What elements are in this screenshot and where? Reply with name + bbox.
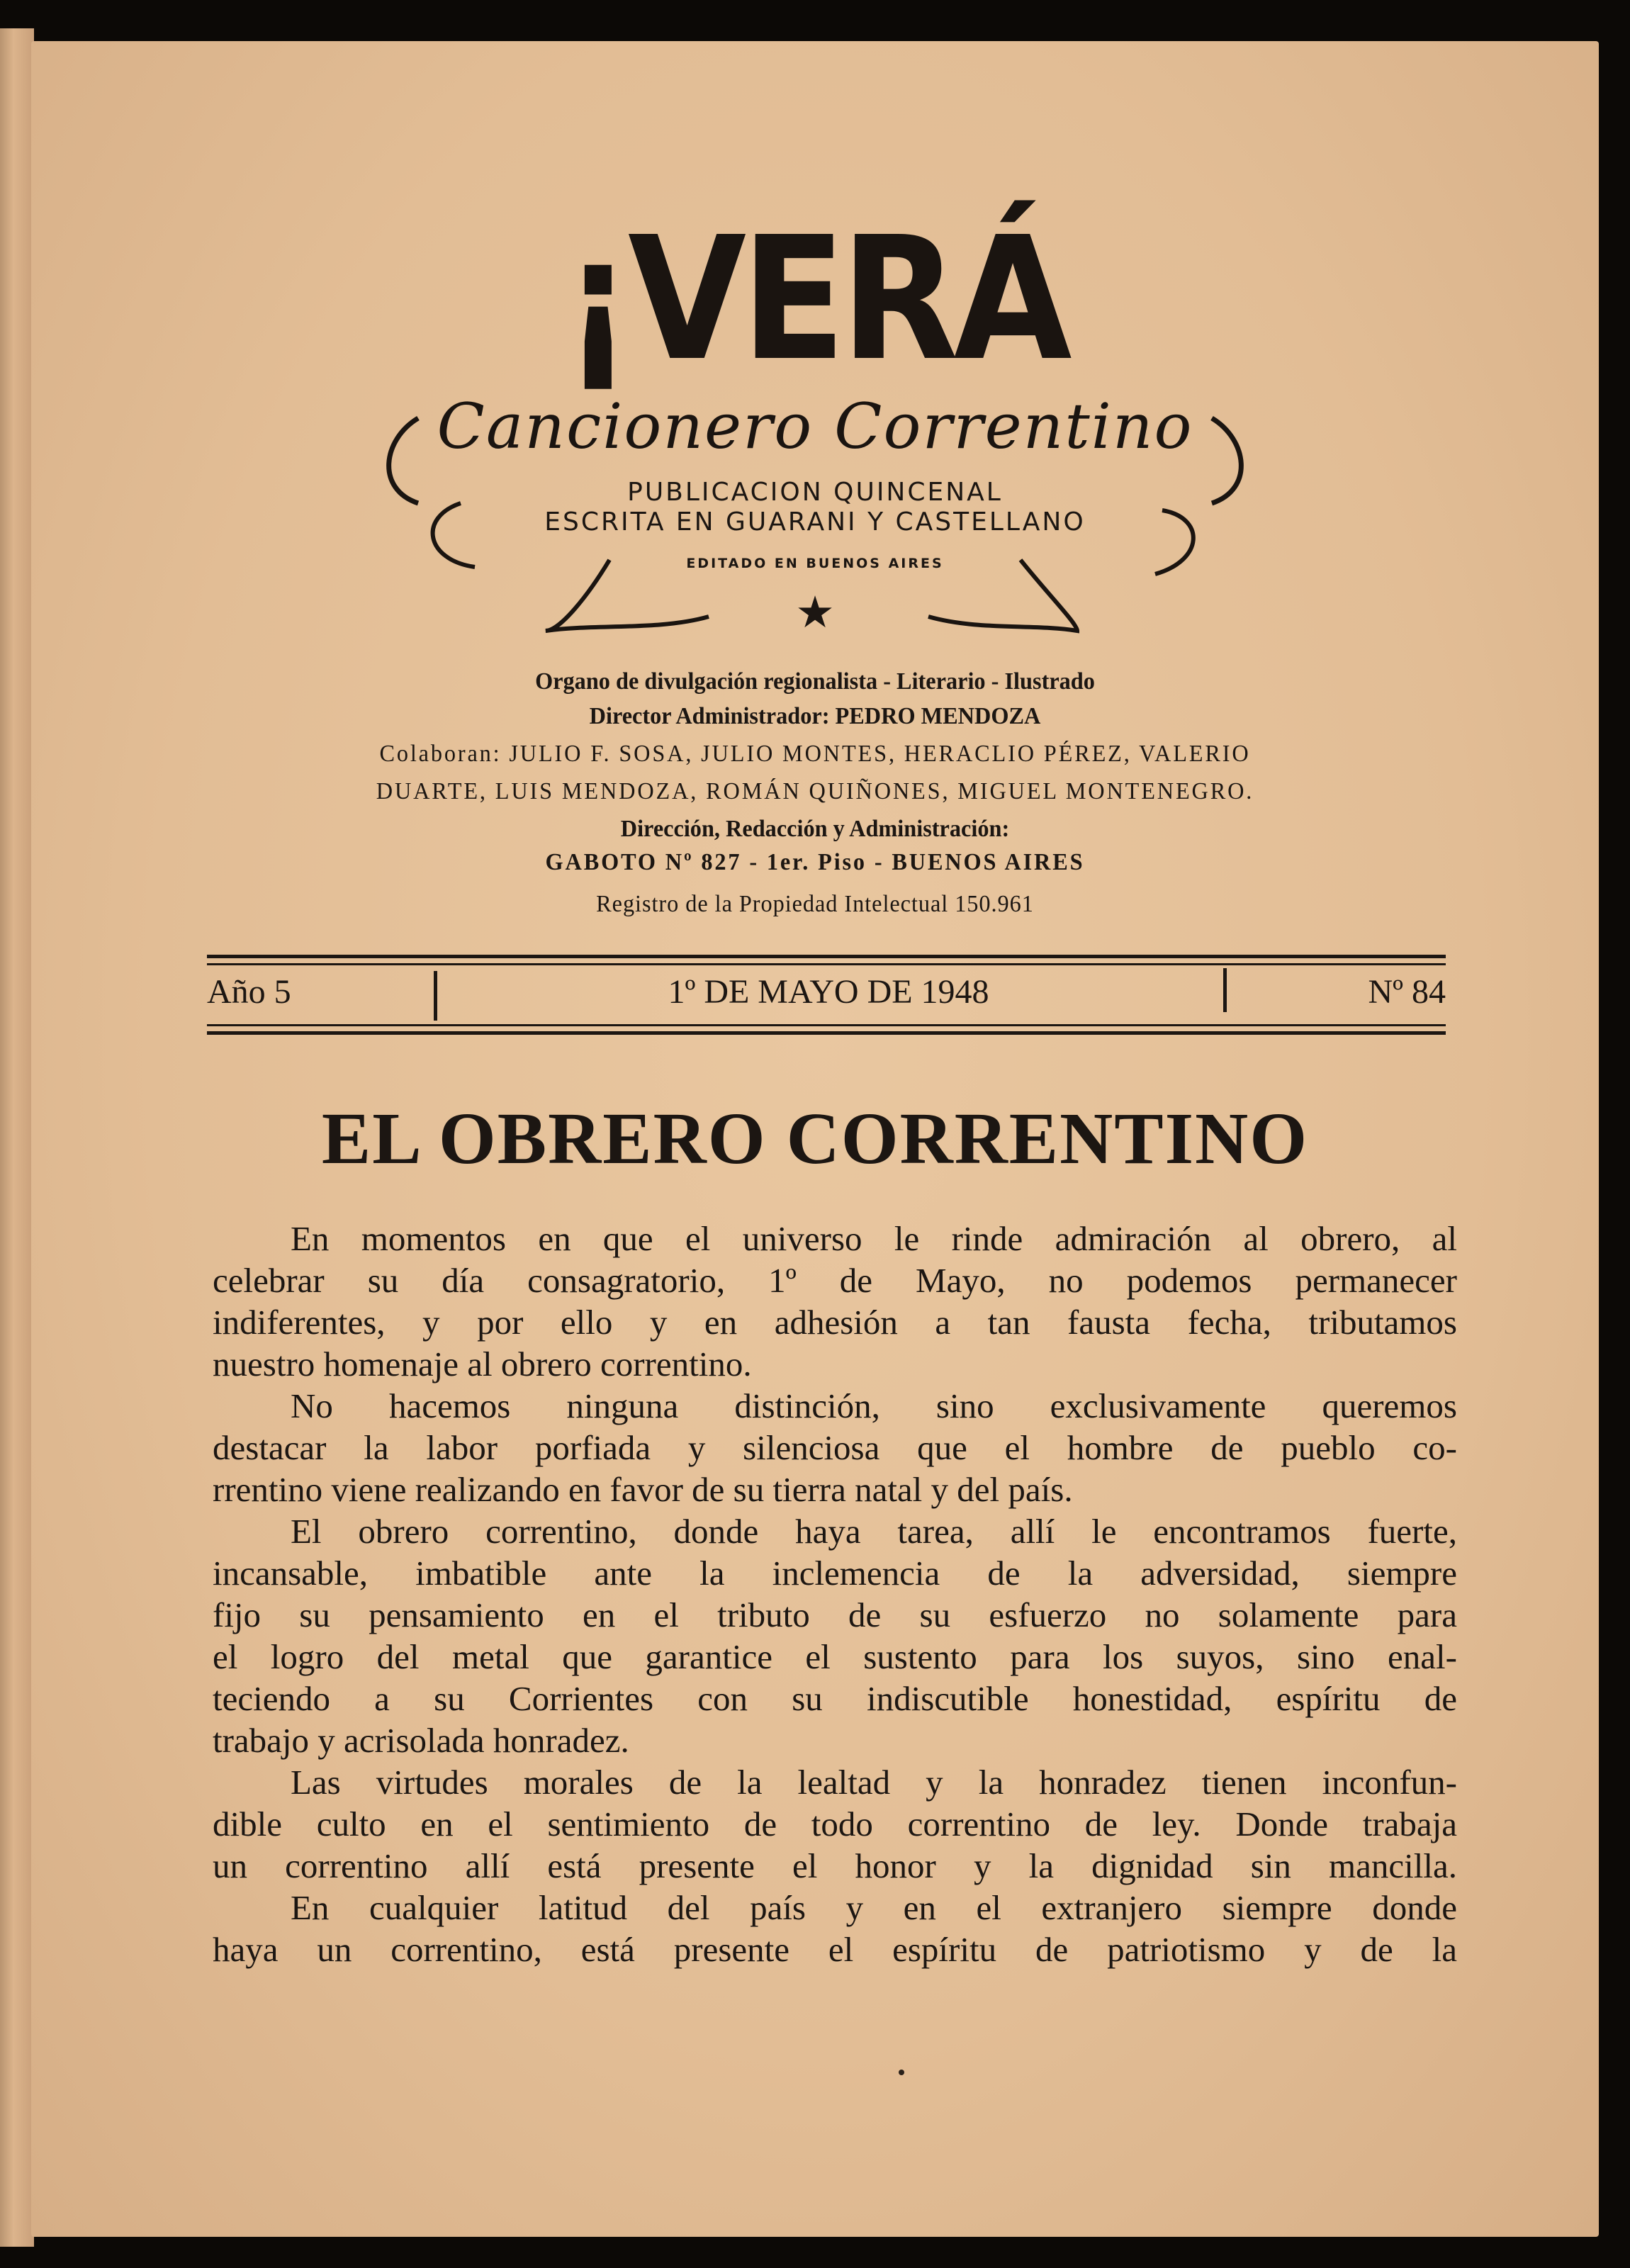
issue-year: Año 5 bbox=[207, 973, 291, 1011]
ink-speck bbox=[899, 2070, 904, 2075]
rule-bottom bbox=[207, 1031, 1446, 1035]
text-line: un correntino allí está presente el honor y la dignidad sin mancilla. bbox=[213, 1846, 1457, 1885]
text-line: Las virtudes morales de la lealtad y la honradez tienen inconfun- bbox=[291, 1763, 1457, 1802]
address-label: Dirección, Redacción y Administración: bbox=[620, 816, 1010, 842]
text-line: trabajo y acrisolada honradez. bbox=[213, 1721, 629, 1760]
text-line: el logro del metal que garantice el sustento para los suyos, sino enal- bbox=[213, 1637, 1457, 1676]
edited-in: EDITADO EN BUENOS AIRES bbox=[686, 556, 944, 571]
magazine-subtitle: Cancionero Correntino bbox=[437, 390, 1193, 463]
text-line: teciendo a su Corrientes con su indiscutible honestidad, espíritu de bbox=[213, 1679, 1457, 1718]
text-line: dible culto en el sentimiento de todo correntino de ley. Donde trabaja bbox=[213, 1804, 1457, 1843]
text-line: indiferentes, y por ello y en adhesión a tan fausta fecha, tributamos bbox=[213, 1303, 1457, 1342]
collaborators-line-1: Colaboran: JULIO F. SOSA, JULIO MONTES, HERACLIO PÉREZ, VALERIO bbox=[379, 741, 1251, 767]
issue-number: Nº 84 bbox=[1368, 973, 1446, 1011]
article-body bbox=[213, 1218, 1457, 1970]
director-line: Director Administrador: PEDRO MENDOZA bbox=[589, 703, 1041, 729]
address: GABOTO Nº 827 - 1er. Piso - BUENOS AIRES bbox=[545, 849, 1085, 875]
text-line: En momentos en que el universo le rinde admiración al obrero, al bbox=[291, 1219, 1457, 1258]
text-line: destacar la labor porfiada y silenciosa que el hombre de pueblo co- bbox=[213, 1428, 1457, 1467]
publication-languages: ESCRITA EN GUARANI Y CASTELLANO bbox=[544, 507, 1086, 537]
text-line: No hacemos ninguna distinción, sino exclusivamente queremos bbox=[291, 1386, 1457, 1425]
registry: Registro de la Propiedad Intelectual 150.961 bbox=[596, 891, 1034, 917]
text-line: En cualquier latitud del país y en el extranjero siempre donde bbox=[291, 1888, 1457, 1927]
star-icon: ★ bbox=[795, 589, 835, 637]
organ-description: Organo de divulgación regionalista - Literario - Ilustrado bbox=[535, 668, 1095, 695]
text-line: fijo su pensamiento en el tributo de su esfuerzo no solamente para bbox=[213, 1595, 1457, 1634]
text-line: El obrero correntino, donde haya tarea, allí le encontramos fuerte, bbox=[291, 1512, 1457, 1551]
article-title: EL OBRERO CORRENTINO bbox=[321, 1098, 1309, 1179]
issue-date: 1º DE MAYO DE 1948 bbox=[668, 973, 989, 1011]
text-line: haya un correntino, está presente el espíritu de patriotismo y de la bbox=[213, 1930, 1457, 1969]
rule-top bbox=[207, 955, 1446, 958]
text-line: rrentino viene realizando en favor de su tierra natal y del país. bbox=[213, 1470, 1073, 1509]
rule-top-thin bbox=[207, 963, 1446, 965]
rule-bottom-thin bbox=[207, 1024, 1446, 1026]
collaborators-line-2: DUARTE, LUIS MENDOZA, ROMÁN QUIÑONES, MIGUEL MONTENEGRO. bbox=[376, 778, 1254, 804]
publication-frequency: PUBLICACION QUINCENAL bbox=[627, 478, 1003, 507]
text-line: nuestro homenaje al obrero correntino. bbox=[213, 1344, 752, 1383]
text-line: incansable, imbatible ante la inclemencia de la adversidad, siempre bbox=[213, 1554, 1457, 1593]
magazine-logo: ¡VERÁ bbox=[563, 200, 1067, 398]
text-line: celebrar su día consagratorio, 1º de Mayo, no podemos permanecer bbox=[213, 1261, 1457, 1300]
